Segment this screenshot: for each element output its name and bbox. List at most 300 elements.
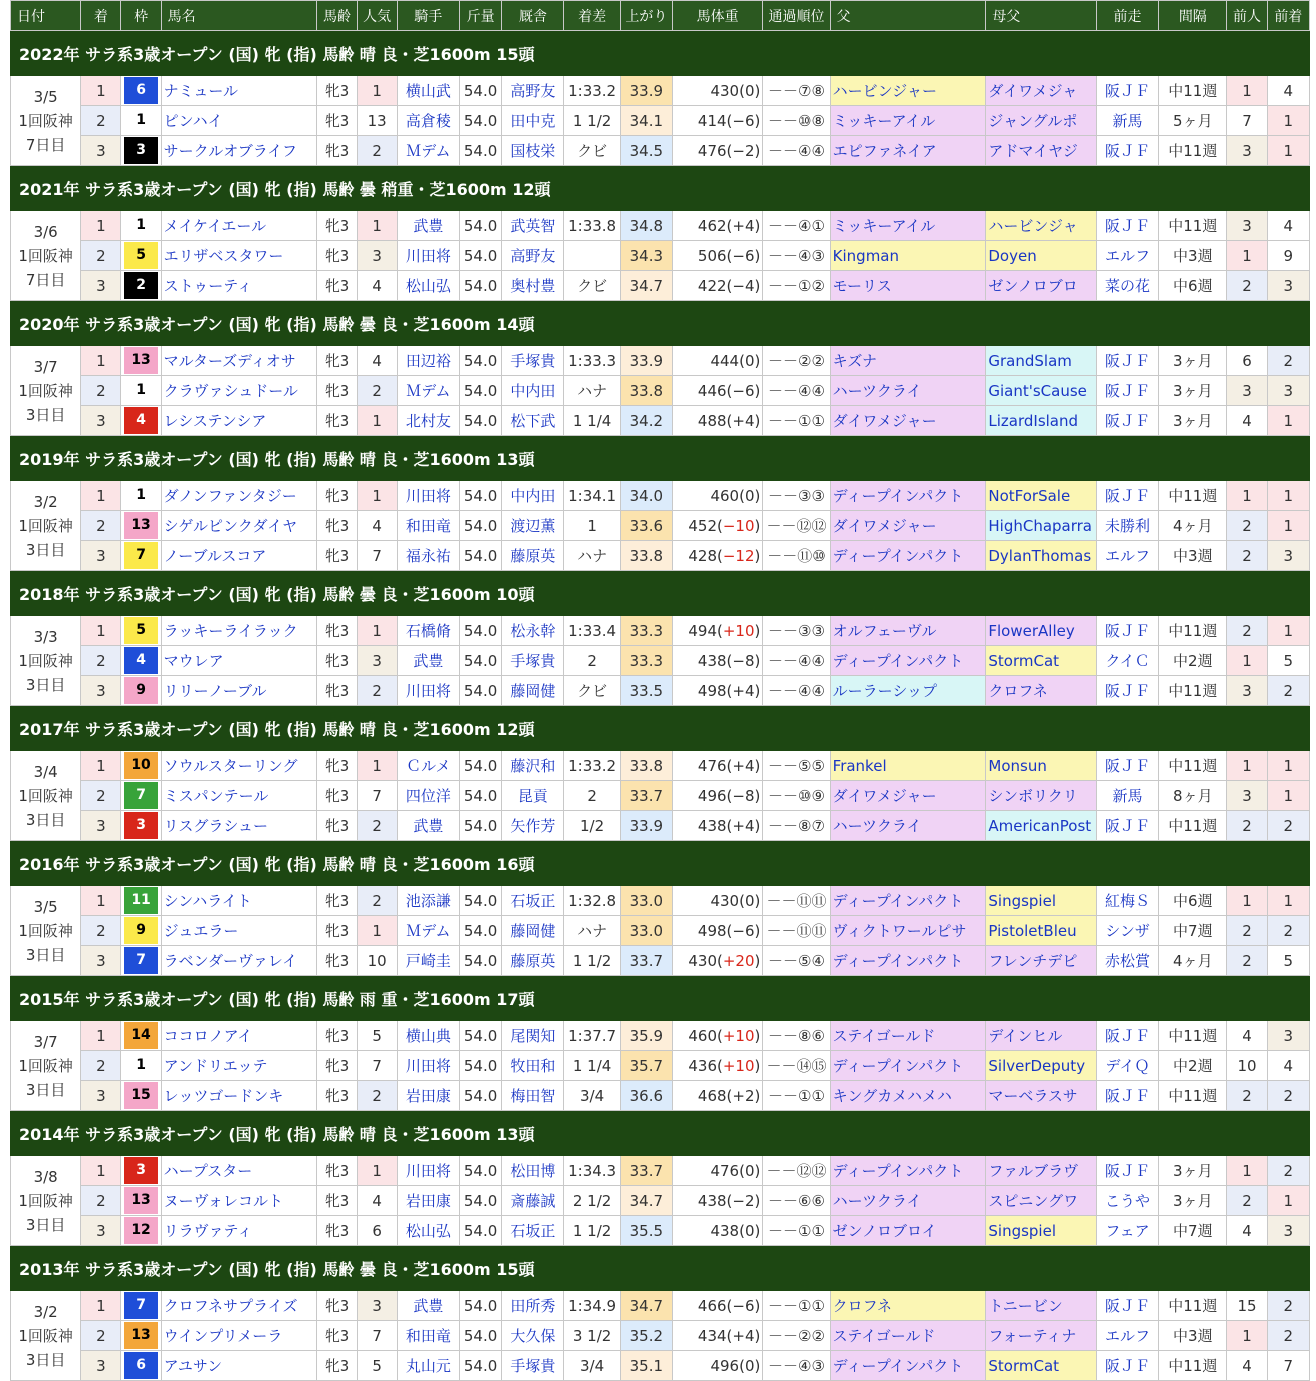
horse-number-badge: 3 <box>124 1157 158 1184</box>
jockey-link[interactable]: 北村友 <box>397 406 459 436</box>
waku-cell <box>121 1351 161 1381</box>
margin: 1/2 <box>564 811 620 841</box>
results-table <box>10 0 1310 1381</box>
column-header[interactable]: 着 <box>81 1 121 31</box>
sire-link[interactable]: Frankel <box>830 751 986 781</box>
horse-name-link[interactable]: ノーブルスコア <box>161 541 317 571</box>
dam-sire-link[interactable]: Monsun <box>986 751 1097 781</box>
trainer-link[interactable]: 昆貢 <box>502 781 564 811</box>
prev-finish: 1 <box>1267 886 1309 916</box>
prev-race-link[interactable]: 阪ＪＦ <box>1096 1291 1158 1321</box>
sire-link[interactable]: エピファネイア <box>830 136 986 166</box>
jockey-link[interactable]: 福永祐 <box>397 541 459 571</box>
prev-race-link[interactable]: 新馬 <box>1096 106 1158 136</box>
race-day: 7日目 <box>25 270 66 289</box>
jockey-link[interactable]: Ｃルメ <box>397 751 459 781</box>
prev-race-link[interactable]: デイＱ <box>1096 1051 1158 1081</box>
dam-sire-link[interactable]: DylanThomas <box>986 541 1097 571</box>
sire-link[interactable]: ハービンジャー <box>830 76 986 106</box>
weight-carried: 54.0 <box>460 76 502 106</box>
dam-sire-link[interactable]: ハービンジャ <box>986 211 1097 241</box>
finish-rank: 3 <box>81 1351 121 1381</box>
prev-race-link[interactable]: 阪ＪＦ <box>1096 1021 1158 1051</box>
column-header[interactable]: 間隔 <box>1159 1 1227 31</box>
jockey-link[interactable]: 松山弘 <box>397 1216 459 1246</box>
prev-popularity: 6 <box>1227 346 1267 376</box>
jockey-link[interactable]: 川田将 <box>397 1156 459 1186</box>
trainer-link[interactable]: 田中克 <box>502 106 564 136</box>
jockey-link[interactable]: 横山典 <box>397 1021 459 1051</box>
column-header[interactable]: 斤量 <box>460 1 502 31</box>
horse-name-link[interactable]: シンハライト <box>161 886 317 916</box>
jockey-link[interactable]: 武豊 <box>397 646 459 676</box>
jockey-link[interactable]: 岩田康 <box>397 1081 459 1111</box>
column-header[interactable]: 馬名 <box>161 1 317 31</box>
jockey-link[interactable]: 田辺裕 <box>397 346 459 376</box>
horse-name-link[interactable]: クラヴァシュドール <box>161 376 317 406</box>
horse-name-link[interactable]: マウレア <box>161 646 317 676</box>
interval: 中3週 <box>1159 241 1227 271</box>
trainer-link[interactable]: 奥村豊 <box>502 271 564 301</box>
popularity: 5 <box>357 1351 397 1381</box>
dam-sire-link[interactable]: FlowerAlley <box>986 616 1097 646</box>
column-header[interactable]: 父 <box>830 1 986 31</box>
jockey-link[interactable]: Ｍデム <box>397 136 459 166</box>
prev-race-link[interactable]: 阪ＪＦ <box>1096 676 1158 706</box>
prev-race-link[interactable]: エルフ <box>1096 241 1158 271</box>
passing-order: －－④④ <box>763 676 830 706</box>
horse-name-link[interactable]: クロフネサプライズ <box>161 1291 317 1321</box>
weight-carried: 54.0 <box>460 241 502 271</box>
weight-carried: 54.0 <box>460 946 502 976</box>
sire-link[interactable]: ゼンノロブロイ <box>830 1216 986 1246</box>
race-date-cell <box>11 1021 81 1111</box>
jockey-link[interactable]: 横山武 <box>397 76 459 106</box>
interval: 8ヶ月 <box>1159 781 1227 811</box>
horse-name-link[interactable]: ラベンダーヴァレイ <box>161 946 317 976</box>
column-header[interactable]: 上がり <box>620 1 672 31</box>
sire-link[interactable]: ディープインパクト <box>830 886 986 916</box>
prev-popularity: 2 <box>1227 271 1267 301</box>
sire-link[interactable]: ディープインパクト <box>830 946 986 976</box>
weight-carried: 54.0 <box>460 406 502 436</box>
column-header[interactable]: 日付 <box>11 1 81 31</box>
body-weight <box>672 136 762 166</box>
sire-link[interactable]: ステイゴールド <box>830 1021 986 1051</box>
jockey-link[interactable]: Ｍデム <box>397 916 459 946</box>
finish-rank: 1 <box>81 1156 121 1186</box>
prev-popularity: 2 <box>1227 511 1267 541</box>
horse-name-link[interactable]: レッツゴードンキ <box>161 1081 317 1111</box>
dam-sire-link[interactable]: SilverDeputy <box>986 1051 1097 1081</box>
body-weight <box>672 946 762 976</box>
jockey-link[interactable]: 松山弘 <box>397 271 459 301</box>
trainer-link[interactable]: 藤沢和 <box>502 751 564 781</box>
body-weight-value: 414(−6) <box>697 111 761 130</box>
horse-name-link[interactable]: リスグラシュー <box>161 811 317 841</box>
waku-cell <box>121 241 161 271</box>
dam-sire-link[interactable]: シンボリクリ <box>986 781 1097 811</box>
body-weight <box>672 646 762 676</box>
horse-name-link[interactable]: ラッキーライラック <box>161 616 317 646</box>
prev-finish: 3 <box>1267 1021 1309 1051</box>
last-3f: 35.9 <box>620 1021 672 1051</box>
trainer-link[interactable]: 松田博 <box>502 1156 564 1186</box>
body-weight <box>672 481 762 511</box>
margin: 1:33.3 <box>564 346 620 376</box>
horse-name-link[interactable]: ナミュール <box>161 76 317 106</box>
popularity: 1 <box>357 916 397 946</box>
jockey-link[interactable]: 戸崎圭 <box>397 946 459 976</box>
race-course: 1回阪神 <box>18 1326 73 1345</box>
sire-link[interactable]: Kingman <box>830 241 986 271</box>
weight-carried: 54.0 <box>460 376 502 406</box>
trainer-link[interactable]: 手塚貴 <box>502 346 564 376</box>
race-day: 3日目 <box>25 675 66 694</box>
jockey-link[interactable]: 和田竜 <box>397 1321 459 1351</box>
prev-race-link[interactable]: エルフ <box>1096 541 1158 571</box>
popularity: 7 <box>357 781 397 811</box>
trainer-link[interactable]: 国枝栄 <box>502 136 564 166</box>
last-3f: 36.6 <box>620 1081 672 1111</box>
prev-popularity: 2 <box>1227 616 1267 646</box>
prev-race-link[interactable]: 紅梅Ｓ <box>1096 886 1158 916</box>
dam-sire-link[interactable]: StormCat <box>986 646 1097 676</box>
dam-sire-link[interactable]: ゼンノロブロ <box>986 271 1097 301</box>
horse-name-link[interactable]: メイケイエール <box>161 211 317 241</box>
column-header[interactable]: 通過順位 <box>763 1 830 31</box>
trainer-link[interactable]: 渡辺薫 <box>502 511 564 541</box>
interval: 中11週 <box>1159 76 1227 106</box>
result-row <box>11 376 1310 406</box>
prev-finish: 2 <box>1267 676 1309 706</box>
result-row <box>11 1186 1310 1216</box>
trainer-link[interactable]: 大久保 <box>502 1321 564 1351</box>
jockey-link[interactable]: 高倉稜 <box>397 106 459 136</box>
race-title: 2021年 サラ系3歳オープン (国) 牝 (指) 馬齢 曇 稍重・芝1600m 12頭 <box>11 166 1310 211</box>
horse-name-link[interactable]: レシステンシア <box>161 406 317 436</box>
horse-name-link[interactable]: ソウルスターリング <box>161 751 317 781</box>
trainer-link[interactable]: 矢作芳 <box>502 811 564 841</box>
trainer-link[interactable]: 藤岡健 <box>502 916 564 946</box>
horse-name-link[interactable]: ストゥーティ <box>161 271 317 301</box>
trainer-link[interactable]: 石坂正 <box>502 1216 564 1246</box>
horse-name-link[interactable]: エリザベスタワー <box>161 241 317 271</box>
jockey-link[interactable]: Ｍデム <box>397 376 459 406</box>
sire-link[interactable]: モーリス <box>830 271 986 301</box>
sire-link[interactable]: ディープインパクト <box>830 1051 986 1081</box>
sire-link[interactable]: オルフェーヴル <box>830 616 986 646</box>
dam-sire-link[interactable]: HighChaparra <box>986 511 1097 541</box>
prev-race-link[interactable]: 阪ＪＦ <box>1096 136 1158 166</box>
dam-sire-link[interactable]: NotForSale <box>986 481 1097 511</box>
jockey-link[interactable]: 武豊 <box>397 811 459 841</box>
sire-link[interactable]: ダイワメジャー <box>830 511 986 541</box>
prev-race-link[interactable]: シンザ <box>1096 916 1158 946</box>
column-header[interactable]: 着差 <box>564 1 620 31</box>
dam-sire-link[interactable]: ダイワメジャ <box>986 76 1097 106</box>
sire-link[interactable]: ハーツクライ <box>830 376 986 406</box>
dam-sire-link[interactable]: デインヒル <box>986 1021 1097 1051</box>
horse-name-link[interactable]: サークルオブライフ <box>161 136 317 166</box>
finish-rank: 3 <box>81 406 121 436</box>
column-header[interactable]: 母父 <box>986 1 1097 31</box>
jockey-link[interactable]: 川田将 <box>397 1051 459 1081</box>
trainer-link[interactable]: 武英智 <box>502 211 564 241</box>
waku-cell <box>121 811 161 841</box>
dam-sire-link[interactable]: Singspiel <box>986 1216 1097 1246</box>
sire-link[interactable]: ミッキーアイル <box>830 211 986 241</box>
waku-cell <box>121 1021 161 1051</box>
jockey-link[interactable]: 岩田康 <box>397 1186 459 1216</box>
horse-name-link[interactable]: マルターズディオサ <box>161 346 317 376</box>
prev-race-link[interactable]: 菜の花 <box>1096 271 1158 301</box>
weight-carried: 54.0 <box>460 481 502 511</box>
last-3f: 34.1 <box>620 106 672 136</box>
jockey-link[interactable]: 和田竜 <box>397 511 459 541</box>
trainer-link[interactable]: 高野友 <box>502 76 564 106</box>
weight-carried: 54.0 <box>460 1321 502 1351</box>
weight-carried: 54.0 <box>460 616 502 646</box>
trainer-link[interactable]: 手塚貴 <box>502 646 564 676</box>
sire-link[interactable]: ディープインパクト <box>830 541 986 571</box>
jockey-link[interactable]: 武豊 <box>397 211 459 241</box>
race-title: 2013年 サラ系3歳オープン (国) 牝 (指) 馬齢 曇 良・芝1600m 15頭 <box>11 1246 1310 1291</box>
dam-sire-link[interactable]: Singspiel <box>986 886 1097 916</box>
horse-name-link[interactable]: ココロノアイ <box>161 1021 317 1051</box>
trainer-link[interactable]: 中内田 <box>502 376 564 406</box>
dam-sire-link[interactable]: ファルブラヴ <box>986 1156 1097 1186</box>
column-header[interactable]: 騎手 <box>397 1 459 31</box>
horse-age: 牝3 <box>317 811 357 841</box>
popularity: 2 <box>357 811 397 841</box>
waku-cell <box>121 1291 161 1321</box>
finish-rank: 3 <box>81 946 121 976</box>
sire-link[interactable]: キズナ <box>830 346 986 376</box>
trainer-link[interactable]: 石坂正 <box>502 886 564 916</box>
horse-name-link[interactable]: ヌーヴォレコルト <box>161 1186 317 1216</box>
race-title: 2016年 サラ系3歳オープン (国) 牝 (指) 馬齢 晴 良・芝1600m 16頭 <box>11 841 1310 886</box>
horse-name-link[interactable]: リリーノーブル <box>161 676 317 706</box>
dam-sire-link[interactable]: PistoletBleu <box>986 916 1097 946</box>
race-date-cell <box>11 1291 81 1381</box>
body-weight-value: 438(0) <box>710 1221 761 1240</box>
interval: 3ヶ月 <box>1159 346 1227 376</box>
prev-race-link[interactable]: 阪ＪＦ <box>1096 346 1158 376</box>
trainer-link[interactable]: 松永幹 <box>502 616 564 646</box>
column-header[interactable]: 前走 <box>1096 1 1158 31</box>
trainer-link[interactable]: 藤原英 <box>502 541 564 571</box>
column-header[interactable]: 人気 <box>357 1 397 31</box>
popularity: 1 <box>357 481 397 511</box>
trainer-link[interactable]: 田所秀 <box>502 1291 564 1321</box>
dam-sire-link[interactable]: アドマイヤジ <box>986 136 1097 166</box>
prev-race-link[interactable]: 阪ＪＦ <box>1096 406 1158 436</box>
horse-name-link[interactable]: リラヴァティ <box>161 1216 317 1246</box>
horse-number-badge: 3 <box>124 137 158 164</box>
sire-link[interactable]: ミッキーアイル <box>830 106 986 136</box>
horse-name-link[interactable]: ダノンファンタジー <box>161 481 317 511</box>
sire-link[interactable]: ハーツクライ <box>830 1186 986 1216</box>
body-weight-value: 452(−10) <box>688 516 761 535</box>
body-weight <box>672 781 762 811</box>
prev-race-link[interactable]: 阪ＪＦ <box>1096 1351 1158 1381</box>
dam-sire-link[interactable]: トニービン <box>986 1291 1097 1321</box>
trainer-link[interactable]: 斎藤誠 <box>502 1186 564 1216</box>
prev-finish: 2 <box>1267 1156 1309 1186</box>
trainer-link[interactable]: 中内田 <box>502 481 564 511</box>
race-date: 3/8 <box>33 1167 58 1186</box>
horse-number-badge: 14 <box>124 1022 158 1049</box>
dam-sire-link[interactable]: Doyen <box>986 241 1097 271</box>
body-weight-value: 438(−2) <box>697 1191 761 1210</box>
weight-carried: 54.0 <box>460 106 502 136</box>
jockey-link[interactable]: 川田将 <box>397 676 459 706</box>
last-3f: 33.8 <box>620 751 672 781</box>
race-course: 1回阪神 <box>18 921 73 940</box>
jockey-link[interactable]: 石橋脩 <box>397 616 459 646</box>
dam-sire-link[interactable]: GrandSlam <box>986 346 1097 376</box>
margin: 3/4 <box>564 1351 620 1381</box>
prev-race-link[interactable]: フェア <box>1096 1216 1158 1246</box>
prev-race-link[interactable]: 阪ＪＦ <box>1096 811 1158 841</box>
dam-sire-link[interactable]: StormCat <box>986 1351 1097 1381</box>
trainer-link[interactable]: 藤原英 <box>502 946 564 976</box>
sire-link[interactable]: ルーラーシップ <box>830 676 986 706</box>
sire-link[interactable]: ヴィクトワールピサ <box>830 916 986 946</box>
horse-name-link[interactable]: ジュエラー <box>161 916 317 946</box>
sire-link[interactable]: ダイワメジャー <box>830 406 986 436</box>
margin: 1:33.4 <box>564 616 620 646</box>
dam-sire-link[interactable]: ジャングルポ <box>986 106 1097 136</box>
prev-race-link[interactable]: エルフ <box>1096 1321 1158 1351</box>
sire-link[interactable]: ディープインパクト <box>830 646 986 676</box>
sire-link[interactable]: ダイワメジャー <box>830 781 986 811</box>
horse-number-badge: 7 <box>124 1292 158 1319</box>
horse-name-link[interactable]: ハープスター <box>161 1156 317 1186</box>
prev-race-link[interactable]: 阪ＪＦ <box>1096 1081 1158 1111</box>
prev-race-link[interactable]: 阪ＪＦ <box>1096 76 1158 106</box>
passing-order: －－④④ <box>763 646 830 676</box>
prev-race-link[interactable]: 阪ＪＦ <box>1096 211 1158 241</box>
horse-name-link[interactable]: アユサン <box>161 1351 317 1381</box>
trainer-link[interactable]: 手塚貴 <box>502 1351 564 1381</box>
jockey-link[interactable]: 武豊 <box>397 1291 459 1321</box>
results-body <box>11 31 1310 1381</box>
finish-rank: 3 <box>81 811 121 841</box>
dam-sire-link[interactable]: AmericanPost <box>986 811 1097 841</box>
jockey-link[interactable]: 川田将 <box>397 481 459 511</box>
column-header[interactable]: 馬体重 <box>672 1 762 31</box>
margin: 2 1/2 <box>564 1186 620 1216</box>
column-header[interactable]: 前人 <box>1227 1 1267 31</box>
prev-race-link[interactable]: 阪ＪＦ <box>1096 1156 1158 1186</box>
prev-race-link[interactable]: 未勝利 <box>1096 511 1158 541</box>
sire-link[interactable]: ステイゴールド <box>830 1321 986 1351</box>
column-header[interactable]: 前着 <box>1267 1 1309 31</box>
column-header[interactable]: 馬齢 <box>317 1 357 31</box>
jockey-link[interactable]: 池添謙 <box>397 886 459 916</box>
body-weight-change: +10 <box>722 1026 755 1045</box>
sire-link[interactable]: クロフネ <box>830 1291 986 1321</box>
trainer-link[interactable]: 牧田和 <box>502 1051 564 1081</box>
passing-order: －－⑧⑥ <box>763 1021 830 1051</box>
interval: 中3週 <box>1159 541 1227 571</box>
dam-sire-link[interactable]: フレンチデピ <box>986 946 1097 976</box>
margin: 1:33.8 <box>564 211 620 241</box>
horse-name-link[interactable]: ミスパンテール <box>161 781 317 811</box>
sire-link[interactable]: ハーツクライ <box>830 811 986 841</box>
prev-popularity: 3 <box>1227 676 1267 706</box>
dam-sire-link[interactable]: クロフネ <box>986 676 1097 706</box>
sire-link[interactable]: ディープインパクト <box>830 481 986 511</box>
interval: 中11週 <box>1159 616 1227 646</box>
popularity: 4 <box>357 511 397 541</box>
dam-sire-link[interactable]: Giant'sCause <box>986 376 1097 406</box>
jockey-link[interactable]: 四位洋 <box>397 781 459 811</box>
dam-sire-link[interactable]: スピニングワ <box>986 1186 1097 1216</box>
popularity: 1 <box>357 211 397 241</box>
prev-race-link[interactable]: クイＣ <box>1096 646 1158 676</box>
prev-race-link[interactable]: こうや <box>1096 1186 1158 1216</box>
prev-finish: 1 <box>1267 106 1309 136</box>
passing-order: －－④④ <box>763 376 830 406</box>
results-container <box>10 0 1310 1381</box>
trainer-link[interactable]: 松下武 <box>502 406 564 436</box>
horse-age: 牝3 <box>317 1216 357 1246</box>
weight-carried: 54.0 <box>460 1021 502 1051</box>
jockey-link[interactable]: 川田将 <box>397 241 459 271</box>
dam-sire-link[interactable]: LizardIsland <box>986 406 1097 436</box>
horse-name-link[interactable]: アンドリエッテ <box>161 1051 317 1081</box>
margin: 1:37.7 <box>564 1021 620 1051</box>
horse-number-badge: 7 <box>124 947 158 974</box>
interval: 4ヶ月 <box>1159 511 1227 541</box>
prev-race-link[interactable]: 新馬 <box>1096 781 1158 811</box>
prev-race-link[interactable]: 阪ＪＦ <box>1096 616 1158 646</box>
prev-popularity: 1 <box>1227 646 1267 676</box>
last-3f: 33.3 <box>620 646 672 676</box>
horse-age: 牝3 <box>317 1081 357 1111</box>
dam-sire-link[interactable]: マーベラスサ <box>986 1081 1097 1111</box>
horse-number-badge: 4 <box>124 647 158 674</box>
sire-link[interactable]: キングカメハメハ <box>830 1081 986 1111</box>
prev-race-link[interactable]: 阪ＪＦ <box>1096 481 1158 511</box>
dam-sire-link[interactable]: フォーティナ <box>986 1321 1097 1351</box>
horse-number-badge: 7 <box>124 542 158 569</box>
sire-link[interactable]: ディープインパクト <box>830 1351 986 1381</box>
sire-link[interactable]: ディープインパクト <box>830 1156 986 1186</box>
waku-cell <box>121 616 161 646</box>
horse-name-link[interactable]: シゲルピンクダイヤ <box>161 511 317 541</box>
prev-race-link[interactable]: 赤松賞 <box>1096 946 1158 976</box>
trainer-link[interactable]: 梅田智 <box>502 1081 564 1111</box>
horse-name-link[interactable]: ウインプリメーラ <box>161 1321 317 1351</box>
horse-number-badge: 13 <box>124 1187 158 1214</box>
trainer-link[interactable]: 藤岡健 <box>502 676 564 706</box>
passing-order: －－⑤⑤ <box>763 751 830 781</box>
trainer-link[interactable]: 尾関知 <box>502 1021 564 1051</box>
column-header[interactable]: 枠 <box>121 1 161 31</box>
prev-race-link[interactable]: 阪ＪＦ <box>1096 751 1158 781</box>
horse-name-link[interactable]: ピンハイ <box>161 106 317 136</box>
race-date: 3/2 <box>33 1302 58 1321</box>
body-weight <box>672 106 762 136</box>
trainer-link[interactable]: 高野友 <box>502 241 564 271</box>
column-header[interactable]: 厩舎 <box>502 1 564 31</box>
prev-race-link[interactable]: 阪ＪＦ <box>1096 376 1158 406</box>
jockey-link[interactable]: 丸山元 <box>397 1351 459 1381</box>
